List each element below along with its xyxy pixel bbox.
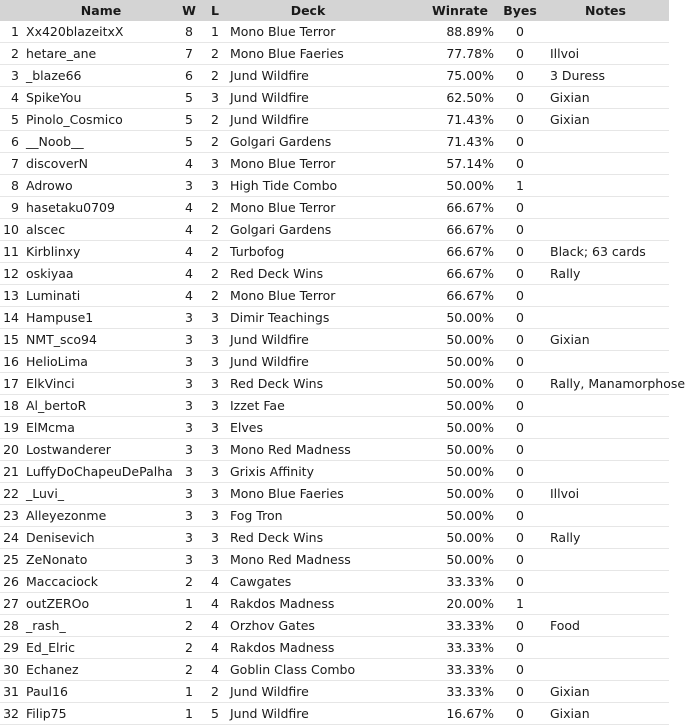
losses-cell: 3: [202, 175, 228, 197]
losses-cell: 3: [202, 87, 228, 109]
table-row: [0, 153, 669, 175]
winrate-cell: 50.00%: [388, 373, 498, 395]
wins-cell: 4: [176, 153, 202, 175]
winrate-cell: 66.67%: [388, 285, 498, 307]
losses-cell: 4: [202, 571, 228, 593]
table-row: [0, 461, 669, 483]
byes-cell: 0: [498, 329, 542, 351]
table-row: [0, 131, 669, 153]
table-row: [0, 329, 669, 351]
wins-cell: 7: [176, 43, 202, 65]
winrate-cell: 50.00%: [388, 329, 498, 351]
notes-cell: [542, 219, 669, 241]
wins-cell: 5: [176, 109, 202, 131]
losses-cell: 2: [202, 131, 228, 153]
winrate-cell: 66.67%: [388, 197, 498, 219]
table-row: [0, 505, 669, 527]
table-row: [0, 285, 669, 307]
wins-cell: 4: [176, 263, 202, 285]
winrate-cell: 33.33%: [388, 571, 498, 593]
byes-cell: 0: [498, 505, 542, 527]
byes-cell: 0: [498, 659, 542, 681]
row-rank: 5: [0, 109, 26, 131]
header-row: [0, 0, 669, 21]
player-name: hetare_ane: [26, 43, 176, 65]
notes-cell: [542, 153, 669, 175]
deck-cell: Mono Blue Terror: [228, 153, 388, 175]
deck-cell: Red Deck Wins: [228, 263, 388, 285]
deck-cell: Rakdos Madness: [228, 593, 388, 615]
wins-cell: 3: [176, 307, 202, 329]
winrate-cell: 16.67%: [388, 703, 498, 725]
deck-cell: Jund Wildfire: [228, 703, 388, 725]
notes-cell: Gixian: [542, 329, 669, 351]
header-notes[interactable]: Notes: [542, 0, 669, 21]
winrate-cell: 66.67%: [388, 241, 498, 263]
notes-cell: [542, 131, 669, 153]
notes-cell: [542, 417, 669, 439]
header-rank: [0, 0, 26, 21]
byes-cell: 0: [498, 131, 542, 153]
row-rank: 6: [0, 131, 26, 153]
byes-cell: 0: [498, 461, 542, 483]
row-rank: 25: [0, 549, 26, 571]
row-rank: 19: [0, 417, 26, 439]
notes-cell: [542, 659, 669, 681]
row-rank: 14: [0, 307, 26, 329]
deck-cell: Mono Blue Terror: [228, 285, 388, 307]
byes-cell: 0: [498, 351, 542, 373]
notes-cell: Rally, Manamorphose: [542, 373, 669, 395]
wins-cell: 5: [176, 131, 202, 153]
deck-cell: Izzet Fae: [228, 395, 388, 417]
losses-cell: 2: [202, 285, 228, 307]
byes-cell: 0: [498, 681, 542, 703]
byes-cell: 0: [498, 219, 542, 241]
deck-cell: High Tide Combo: [228, 175, 388, 197]
wins-cell: 3: [176, 417, 202, 439]
row-rank: 13: [0, 285, 26, 307]
player-name: NMT_sco94: [26, 329, 176, 351]
row-rank: 9: [0, 197, 26, 219]
deck-cell: Turbofog: [228, 241, 388, 263]
notes-cell: [542, 395, 669, 417]
wins-cell: 3: [176, 527, 202, 549]
wins-cell: 1: [176, 593, 202, 615]
notes-cell: [542, 593, 669, 615]
winrate-cell: 50.00%: [388, 351, 498, 373]
table-row: [0, 109, 669, 131]
table-row: [0, 65, 669, 87]
winrate-cell: 50.00%: [388, 395, 498, 417]
losses-cell: 3: [202, 505, 228, 527]
player-name: _Luvi_: [26, 483, 176, 505]
byes-cell: 1: [498, 175, 542, 197]
table-row: [0, 615, 669, 637]
notes-cell: Gixian: [542, 681, 669, 703]
table-row: [0, 175, 669, 197]
player-name: _rash_: [26, 615, 176, 637]
notes-cell: Food: [542, 615, 669, 637]
player-name: __Noob__: [26, 131, 176, 153]
losses-cell: 2: [202, 219, 228, 241]
table-row: [0, 417, 669, 439]
notes-cell: [542, 307, 669, 329]
losses-cell: 2: [202, 263, 228, 285]
header-winrate[interactable]: Winrate: [388, 0, 498, 21]
player-name: hasetaku0709: [26, 197, 176, 219]
deck-cell: Rakdos Madness: [228, 637, 388, 659]
notes-cell: Illvoi: [542, 483, 669, 505]
deck-cell: Fog Tron: [228, 505, 388, 527]
deck-cell: Jund Wildfire: [228, 109, 388, 131]
row-rank: 30: [0, 659, 26, 681]
notes-cell: [542, 285, 669, 307]
byes-cell: 0: [498, 571, 542, 593]
byes-cell: 0: [498, 615, 542, 637]
notes-cell: Illvoi: [542, 43, 669, 65]
table-row: [0, 659, 669, 681]
row-rank: 11: [0, 241, 26, 263]
row-rank: 29: [0, 637, 26, 659]
deck-cell: Grixis Affinity: [228, 461, 388, 483]
byes-cell: 0: [498, 65, 542, 87]
player-name: Luminati: [26, 285, 176, 307]
table-row: [0, 703, 669, 725]
player-name: ElkVinci: [26, 373, 176, 395]
losses-cell: 3: [202, 549, 228, 571]
table-row: [0, 263, 669, 285]
row-rank: 4: [0, 87, 26, 109]
notes-cell: [542, 175, 669, 197]
player-name: Ed_Elric: [26, 637, 176, 659]
table-row: [0, 483, 669, 505]
deck-cell: Cawgates: [228, 571, 388, 593]
byes-cell: 1: [498, 593, 542, 615]
losses-cell: 3: [202, 439, 228, 461]
byes-cell: 0: [498, 21, 542, 43]
row-rank: 2: [0, 43, 26, 65]
losses-cell: 3: [202, 153, 228, 175]
wins-cell: 4: [176, 241, 202, 263]
deck-cell: Jund Wildfire: [228, 87, 388, 109]
byes-cell: 0: [498, 197, 542, 219]
wins-cell: 2: [176, 659, 202, 681]
byes-cell: 0: [498, 373, 542, 395]
player-name: Adrowo: [26, 175, 176, 197]
winrate-cell: 88.89%: [388, 21, 498, 43]
table-row: [0, 571, 669, 593]
wins-cell: 3: [176, 549, 202, 571]
losses-cell: 2: [202, 197, 228, 219]
losses-cell: 3: [202, 527, 228, 549]
row-rank: 24: [0, 527, 26, 549]
player-name: Lostwanderer: [26, 439, 176, 461]
table-row: [0, 197, 669, 219]
player-name: discoverN: [26, 153, 176, 175]
table-row: [0, 241, 669, 263]
deck-cell: Orzhov Gates: [228, 615, 388, 637]
row-rank: 8: [0, 175, 26, 197]
winrate-cell: 33.33%: [388, 615, 498, 637]
notes-cell: Rally: [542, 263, 669, 285]
losses-cell: 4: [202, 659, 228, 681]
wins-cell: 6: [176, 65, 202, 87]
wins-cell: 4: [176, 197, 202, 219]
wins-cell: 3: [176, 483, 202, 505]
notes-cell: [542, 571, 669, 593]
losses-cell: 2: [202, 109, 228, 131]
table-row: [0, 439, 669, 461]
notes-cell: [542, 637, 669, 659]
row-rank: 22: [0, 483, 26, 505]
player-name: Echanez: [26, 659, 176, 681]
wins-cell: 1: [176, 681, 202, 703]
notes-cell: Black; 63 cards: [542, 241, 669, 263]
deck-cell: Jund Wildfire: [228, 329, 388, 351]
deck-cell: Red Deck Wins: [228, 373, 388, 395]
byes-cell: 0: [498, 549, 542, 571]
player-name: Filip75: [26, 703, 176, 725]
losses-cell: 3: [202, 373, 228, 395]
wins-cell: 3: [176, 351, 202, 373]
notes-cell: Rally: [542, 527, 669, 549]
notes-cell: [542, 197, 669, 219]
deck-cell: Red Deck Wins: [228, 527, 388, 549]
table-body: [0, 21, 685, 725]
losses-cell: 3: [202, 461, 228, 483]
deck-cell: Goblin Class Combo: [228, 659, 388, 681]
player-name: Kirblinxy: [26, 241, 176, 263]
player-name: alscec: [26, 219, 176, 241]
byes-cell: 0: [498, 417, 542, 439]
winrate-cell: 50.00%: [388, 307, 498, 329]
deck-cell: Golgari Gardens: [228, 219, 388, 241]
row-rank: 21: [0, 461, 26, 483]
wins-cell: 1: [176, 703, 202, 725]
row-rank: 20: [0, 439, 26, 461]
row-rank: 15: [0, 329, 26, 351]
deck-cell: Mono Red Madness: [228, 439, 388, 461]
losses-cell: 2: [202, 65, 228, 87]
player-name: Xx420blazeitxX: [26, 21, 176, 43]
byes-cell: 0: [498, 87, 542, 109]
wins-cell: 2: [176, 615, 202, 637]
player-name: ElMcma: [26, 417, 176, 439]
player-name: oskiyaa: [26, 263, 176, 285]
winrate-cell: 77.78%: [388, 43, 498, 65]
notes-cell: [542, 505, 669, 527]
losses-cell: 2: [202, 43, 228, 65]
winrate-cell: 33.33%: [388, 659, 498, 681]
byes-cell: 0: [498, 703, 542, 725]
winrate-cell: 75.00%: [388, 65, 498, 87]
notes-cell: [542, 21, 669, 43]
row-rank: 3: [0, 65, 26, 87]
winrate-cell: 50.00%: [388, 461, 498, 483]
player-name: outZEROo: [26, 593, 176, 615]
player-name: Denisevich: [26, 527, 176, 549]
winrate-cell: 71.43%: [388, 131, 498, 153]
player-name: Maccaciock: [26, 571, 176, 593]
table-row: [0, 637, 669, 659]
row-rank: 10: [0, 219, 26, 241]
deck-cell: Mono Blue Faeries: [228, 483, 388, 505]
table-row: [0, 593, 669, 615]
player-name: Paul16: [26, 681, 176, 703]
wins-cell: 3: [176, 373, 202, 395]
player-name: Alleyezonme: [26, 505, 176, 527]
winrate-cell: 66.67%: [388, 219, 498, 241]
notes-cell: Gixian: [542, 87, 669, 109]
wins-cell: 3: [176, 329, 202, 351]
wins-cell: 3: [176, 395, 202, 417]
wins-cell: 3: [176, 439, 202, 461]
losses-cell: 3: [202, 395, 228, 417]
header-name[interactable]: Name: [26, 0, 176, 21]
row-rank: 32: [0, 703, 26, 725]
byes-cell: 0: [498, 109, 542, 131]
player-name: Hampuse1: [26, 307, 176, 329]
deck-cell: Dimir Teachings: [228, 307, 388, 329]
player-name: LuffyDoChapeuDePalha: [26, 461, 176, 483]
header-wins[interactable]: W: [176, 0, 202, 21]
winrate-cell: 50.00%: [388, 439, 498, 461]
byes-cell: 0: [498, 153, 542, 175]
table-row: [0, 527, 669, 549]
notes-cell: [542, 351, 669, 373]
winrate-cell: 57.14%: [388, 153, 498, 175]
table-row: [0, 21, 669, 43]
table-row: [0, 219, 669, 241]
losses-cell: 3: [202, 329, 228, 351]
winrate-cell: 50.00%: [388, 527, 498, 549]
deck-cell: Jund Wildfire: [228, 65, 388, 87]
wins-cell: 3: [176, 505, 202, 527]
losses-cell: 3: [202, 307, 228, 329]
winrate-cell: 66.67%: [388, 263, 498, 285]
notes-cell: [542, 461, 669, 483]
winrate-cell: 50.00%: [388, 175, 498, 197]
header-losses[interactable]: L: [202, 0, 228, 21]
wins-cell: 4: [176, 285, 202, 307]
notes-cell: 3 Duress: [542, 65, 669, 87]
deck-cell: Jund Wildfire: [228, 681, 388, 703]
table-row: [0, 681, 669, 703]
header-deck[interactable]: Deck: [228, 0, 388, 21]
byes-cell: 0: [498, 439, 542, 461]
notes-cell: Gixian: [542, 109, 669, 131]
wins-cell: 8: [176, 21, 202, 43]
winrate-cell: 33.33%: [388, 637, 498, 659]
wins-cell: 2: [176, 637, 202, 659]
byes-cell: 0: [498, 637, 542, 659]
row-rank: 27: [0, 593, 26, 615]
losses-cell: 4: [202, 615, 228, 637]
losses-cell: 3: [202, 351, 228, 373]
byes-cell: 0: [498, 43, 542, 65]
byes-cell: 0: [498, 263, 542, 285]
deck-cell: Mono Blue Terror: [228, 197, 388, 219]
table-row: [0, 87, 669, 109]
row-rank: 16: [0, 351, 26, 373]
notes-cell: Gixian: [542, 703, 669, 725]
byes-cell: 0: [498, 285, 542, 307]
row-rank: 17: [0, 373, 26, 395]
table-row: [0, 395, 669, 417]
table-row: [0, 351, 669, 373]
byes-cell: 0: [498, 395, 542, 417]
wins-cell: 3: [176, 461, 202, 483]
deck-cell: Golgari Gardens: [228, 131, 388, 153]
player-name: Pinolo_Cosmico: [26, 109, 176, 131]
row-rank: 7: [0, 153, 26, 175]
row-rank: 28: [0, 615, 26, 637]
row-rank: 23: [0, 505, 26, 527]
notes-cell: [542, 439, 669, 461]
winrate-cell: 62.50%: [388, 87, 498, 109]
row-rank: 31: [0, 681, 26, 703]
losses-cell: 1: [202, 21, 228, 43]
table-row: [0, 373, 669, 395]
losses-cell: 3: [202, 417, 228, 439]
deck-cell: Mono Blue Terror: [228, 21, 388, 43]
deck-cell: Jund Wildfire: [228, 351, 388, 373]
deck-cell: Mono Red Madness: [228, 549, 388, 571]
row-rank: 1: [0, 21, 26, 43]
winrate-cell: 20.00%: [388, 593, 498, 615]
player-name: SpikeYou: [26, 87, 176, 109]
winrate-cell: 33.33%: [388, 681, 498, 703]
table-row: [0, 549, 669, 571]
losses-cell: 2: [202, 681, 228, 703]
losses-cell: 3: [202, 483, 228, 505]
byes-cell: 0: [498, 527, 542, 549]
wins-cell: 5: [176, 87, 202, 109]
losses-cell: 5: [202, 703, 228, 725]
player-name: ZeNonato: [26, 549, 176, 571]
row-rank: 18: [0, 395, 26, 417]
row-rank: 12: [0, 263, 26, 285]
losses-cell: 2: [202, 241, 228, 263]
player-name: _blaze66: [26, 65, 176, 87]
wins-cell: 3: [176, 175, 202, 197]
winrate-cell: 50.00%: [388, 417, 498, 439]
row-rank: 26: [0, 571, 26, 593]
winrate-cell: 71.43%: [388, 109, 498, 131]
deck-cell: Elves: [228, 417, 388, 439]
winrate-cell: 50.00%: [388, 505, 498, 527]
winrate-cell: 50.00%: [388, 483, 498, 505]
table-row: [0, 43, 669, 65]
byes-cell: 0: [498, 307, 542, 329]
player-name: HelioLima: [26, 351, 176, 373]
wins-cell: 2: [176, 571, 202, 593]
byes-cell: 0: [498, 241, 542, 263]
losses-cell: 4: [202, 593, 228, 615]
wins-cell: 4: [176, 219, 202, 241]
player-name: Al_bertoR: [26, 395, 176, 417]
notes-cell: [542, 549, 669, 571]
losses-cell: 4: [202, 637, 228, 659]
header-byes[interactable]: Byes: [498, 0, 542, 21]
byes-cell: 0: [498, 483, 542, 505]
deck-cell: Mono Blue Faeries: [228, 43, 388, 65]
winrate-cell: 50.00%: [388, 549, 498, 571]
table-row: [0, 307, 669, 329]
